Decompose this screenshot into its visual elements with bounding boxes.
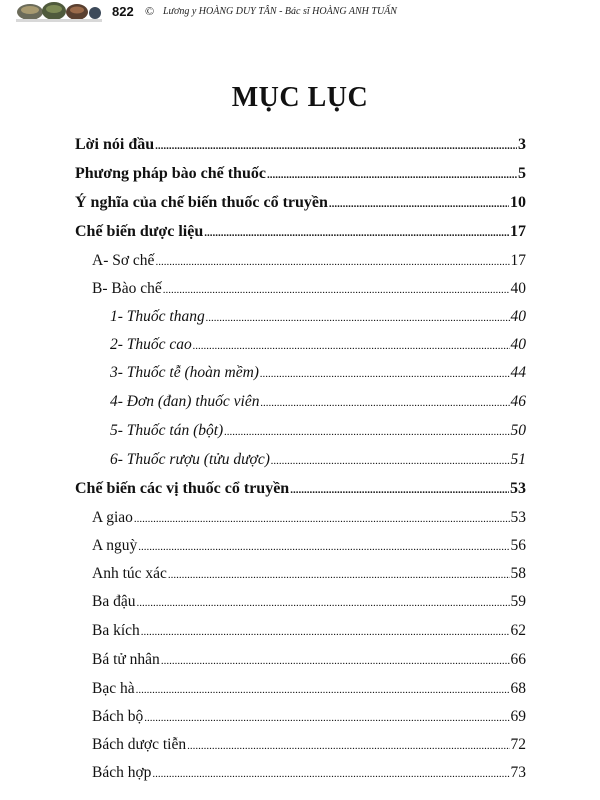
toc-entry[interactable] [92, 704, 526, 730]
toc-entry[interactable] [75, 219, 526, 245]
toc-entry[interactable] [110, 304, 526, 330]
dot-leader [134, 506, 510, 532]
dot-leader [168, 562, 510, 588]
toc-entry-label: Bách hợp [92, 764, 152, 781]
toc-entry-page: 50 [510, 422, 526, 439]
toc-entry-label: A- Sơ chế [92, 252, 155, 269]
toc-entry-label: Phương pháp bào chế thuốc [75, 165, 266, 182]
dot-leader [260, 361, 510, 387]
dot-leader [224, 419, 509, 445]
toc-entry-page: 59 [510, 593, 526, 610]
toc-entry[interactable] [92, 618, 526, 644]
toc-entry-page: 56 [510, 537, 526, 554]
copyright-mark: © [145, 4, 155, 18]
toc-entry[interactable] [92, 533, 526, 559]
toc-entry-label: 4- Đơn (đan) thuốc viên [110, 393, 260, 410]
toc-entry[interactable] [92, 276, 526, 302]
toc-entry-page: 44 [510, 364, 526, 381]
toc-entry[interactable] [75, 161, 526, 187]
toc-entry-page: 72 [510, 736, 526, 753]
toc-entry-label: Anh túc xác [92, 565, 167, 582]
dot-leader [271, 448, 510, 474]
toc-entry[interactable] [75, 190, 526, 216]
toc-entry-page: 66 [510, 651, 526, 668]
toc-entry-label: 3- Thuốc tễ (hoàn mềm) [110, 364, 259, 381]
toc-entry-page: 46 [510, 393, 526, 410]
toc-entry-label: Bạc hà [92, 680, 135, 697]
toc-entry-label: Bá tử nhân [92, 651, 160, 668]
toc-entry[interactable] [92, 647, 526, 673]
toc-entry[interactable] [92, 589, 526, 615]
toc-entry-page: 62 [510, 622, 526, 639]
dot-leader [138, 534, 509, 560]
dot-leader [193, 333, 510, 359]
toc-entry-label: Lời nói đầu [75, 136, 155, 153]
toc-entry-label: Chế biến các vị thuốc cổ truyền [75, 480, 290, 497]
toc-entry-page: 40 [510, 280, 526, 297]
toc-entry[interactable] [110, 447, 526, 473]
page-title: MỤC LỤC [231, 82, 369, 113]
dot-leader [329, 191, 509, 217]
toc-entry[interactable] [110, 360, 526, 386]
toc-entry-page: 68 [510, 680, 526, 697]
dot-leader [204, 220, 509, 246]
toc-entry-label: A giao [92, 509, 133, 526]
dot-leader [206, 305, 510, 331]
toc-entry-label: Ý nghĩa của chế biến thuốc cổ truyền [75, 194, 328, 211]
toc-entry-page: 5 [518, 165, 526, 182]
toc-entry-label: 5- Thuốc tán (bột) [110, 422, 224, 439]
toc-entry-page: 53 [510, 509, 526, 526]
page-number: 822 [112, 4, 134, 19]
dot-leader [187, 733, 509, 759]
toc-entry-page: 10 [510, 194, 526, 211]
toc-entry-label: 1- Thuốc thang [110, 308, 205, 325]
toc-entry[interactable] [75, 132, 526, 158]
toc-entry-page: 17 [510, 252, 526, 269]
toc-entry[interactable] [92, 505, 526, 531]
toc-entry-label: Ba đậu [92, 593, 136, 610]
toc-entry-page: 53 [510, 480, 526, 497]
toc-entry[interactable] [110, 418, 526, 444]
toc-entry-page: 73 [510, 764, 526, 781]
toc-entry[interactable] [92, 732, 526, 758]
dot-leader [260, 390, 509, 416]
toc-entry-page: 69 [510, 708, 526, 725]
toc-entry-label: Ba kích [92, 622, 140, 639]
toc-entry-page: 3 [518, 136, 526, 153]
toc-entry[interactable] [92, 676, 526, 702]
toc-entry[interactable] [75, 476, 526, 502]
dot-leader [155, 133, 517, 159]
dot-leader [144, 705, 509, 731]
toc-entry[interactable] [92, 760, 526, 786]
toc-entry[interactable] [110, 332, 526, 358]
running-header-authors: Lương y HOÀNG DUY TÂN - Bác sĩ HOÀNG ANH TUẤN [163, 6, 397, 17]
toc-entry-label: 2- Thuốc cao [110, 336, 192, 353]
toc-entry-label: A nguỳ [92, 537, 138, 554]
toc-entry-page: 40 [510, 336, 526, 353]
dot-leader [267, 162, 517, 188]
toc-entry-page: 51 [510, 451, 526, 468]
dot-leader [136, 590, 509, 616]
toc-entry[interactable] [92, 248, 526, 274]
toc-entry-label: Bách bộ [92, 708, 144, 725]
dot-leader [163, 277, 510, 303]
dot-leader [136, 677, 510, 703]
dot-leader [152, 761, 509, 787]
toc-entry-label: 6- Thuốc rượu (tửu dược) [110, 451, 270, 468]
toc-entry-page: 40 [510, 308, 526, 325]
toc-entry-page: 17 [510, 223, 526, 240]
dot-leader [290, 477, 509, 503]
toc-entry[interactable] [92, 561, 526, 587]
toc-entry-label: Chế biến dược liệu [75, 223, 204, 240]
dot-leader [155, 249, 509, 275]
toc-entry-page: 58 [510, 565, 526, 582]
toc-entry-label: Bách dược tiễn [92, 736, 187, 753]
dot-leader [141, 619, 510, 645]
toc-entry[interactable] [110, 389, 526, 415]
dot-leader [161, 648, 510, 674]
toc-entry-label: B- Bào chế [92, 280, 162, 297]
